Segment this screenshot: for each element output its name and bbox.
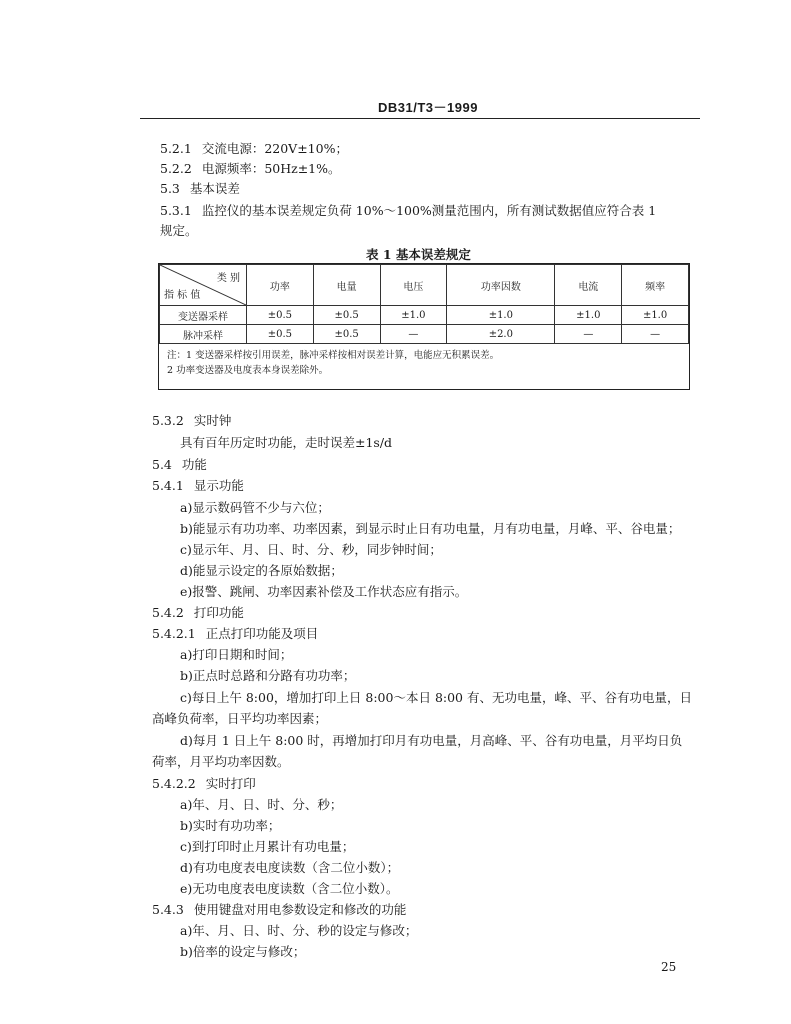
list-item-cont: 荷率，月平均功率因数。: [152, 754, 290, 769]
corner-index: 指 标 值: [164, 290, 201, 301]
table-cell: ±0.5: [247, 325, 314, 344]
corner-category: 类 别: [216, 273, 240, 284]
list-item-cont: 高峰负荷率，日平均功率因素；: [152, 711, 328, 726]
clock-spec: 具有百年历定时功能，走时误差±1s/d: [180, 435, 393, 450]
clause-5-3-1: 5.3.1 监控仪的基本误差规定负荷 10%～100%测量范围内，所有测试数据值应符合表 1: [160, 203, 657, 218]
clause-5-4-2-1: 5.4.2.1 正点打印功能及项目: [152, 626, 319, 641]
table-cell: ±0.5: [313, 306, 380, 325]
list-item: b)倍率的设定与修改；: [180, 944, 306, 959]
table-cell: ±0.5: [247, 306, 314, 325]
list-item: b)实时有功功率；: [180, 818, 281, 833]
list-item: d)能显示设定的各原始数据；: [180, 563, 343, 578]
header-cell: 电流: [555, 265, 622, 306]
table-cell: —: [555, 325, 622, 344]
table-notes: [159, 344, 689, 382]
clause-5-4-1: 5.4.1 显示功能: [152, 478, 244, 493]
page-number: 25: [661, 960, 677, 974]
list-item: b)正点时总路和分路有功功率；: [180, 668, 356, 683]
table-cell: ±1.0: [555, 306, 622, 325]
table-caption: 表 1 基本误差规定: [366, 247, 471, 262]
list-item: a)打印日期和时间；: [180, 647, 293, 662]
table-corner-cell: [160, 265, 247, 306]
list-item: c)显示年、月、日、时、分、秒，同步钟时间；: [180, 542, 442, 557]
clause-5-3: 5.3 基本误差: [160, 181, 240, 196]
table-note: 2 功率变送器及电度表本身误差除外。: [167, 365, 329, 376]
clause-5-4-2-2: 5.4.2.2 实时打印: [152, 776, 256, 791]
row-label: 变送器采样: [160, 306, 247, 325]
list-item: d)有功电度表电度读数（含二位小数）；: [180, 860, 400, 875]
list-item: c)到打印时止月累计有功电量；: [180, 839, 355, 854]
table-cell: ±1.0: [447, 306, 555, 325]
header-cell: 电压: [380, 265, 447, 306]
list-item: d)每月 1 日上午 8:00 时，再增加打印月有功电量，月高峰、平、谷有功电量，月平均日负: [180, 733, 683, 748]
clause-5-4: 5.4 功能: [152, 457, 207, 472]
table-row: [160, 325, 689, 344]
list-item: a)年、月、日、时、分、秒；: [180, 797, 343, 812]
table-row: [160, 306, 689, 325]
row-label: 脉冲采样: [160, 325, 247, 344]
list-item: a)显示数码管不少与六位；: [180, 500, 330, 515]
document-code: DB31/T3－1999: [378, 100, 478, 115]
table-note: 注：1 变送器采样按引用误差，脉冲采样按相对误差计算，电能应无积累误差。: [167, 350, 500, 361]
header-cell: 功率: [247, 265, 314, 306]
error-table: [158, 263, 690, 390]
table-cell: —: [622, 325, 689, 344]
list-item: b)能显示有功功率、功率因素，到显示时止日有功电量，月有功电量，月峰、平、谷电量；: [180, 521, 681, 536]
header-cell: 频率: [622, 265, 689, 306]
list-item: e)报警、跳闸、功率因素补偿及工作状态应有指示。: [180, 584, 468, 599]
clause-5-2-1: 5.2.1 交流电源：220V±10%；: [160, 141, 348, 156]
table-cell: ±0.5: [313, 325, 380, 344]
clause-5-3-2: 5.3.2 实时钟: [152, 413, 232, 428]
header-cell: 电量: [313, 265, 380, 306]
table-cell: ±1.0: [380, 306, 447, 325]
header-rule: [140, 118, 700, 119]
table-cell: ±2.0: [447, 325, 555, 344]
list-item: a)年、月、日、时、分、秒的设定与修改；: [180, 923, 418, 938]
list-item: e)无功电度表电度读数（含二位小数）。: [180, 881, 399, 896]
clause-5-2-2: 5.2.2 电源频率：50Hz±1%。: [160, 161, 341, 176]
clause-5-4-3: 5.4.3 使用键盘对用电参数设定和修改的功能: [152, 902, 407, 917]
table-cell: —: [380, 325, 447, 344]
list-item: c)每日上午 8:00，增加打印上日 8:00～本日 8:00 有、无功电量，峰、平、谷有功电量，日: [180, 690, 692, 705]
table-cell: ±1.0: [622, 306, 689, 325]
header-cell: 功率因数: [447, 265, 555, 306]
clause-5-3-1-cont: 规定。: [160, 223, 198, 238]
clause-5-4-2: 5.4.2 打印功能: [152, 605, 244, 620]
